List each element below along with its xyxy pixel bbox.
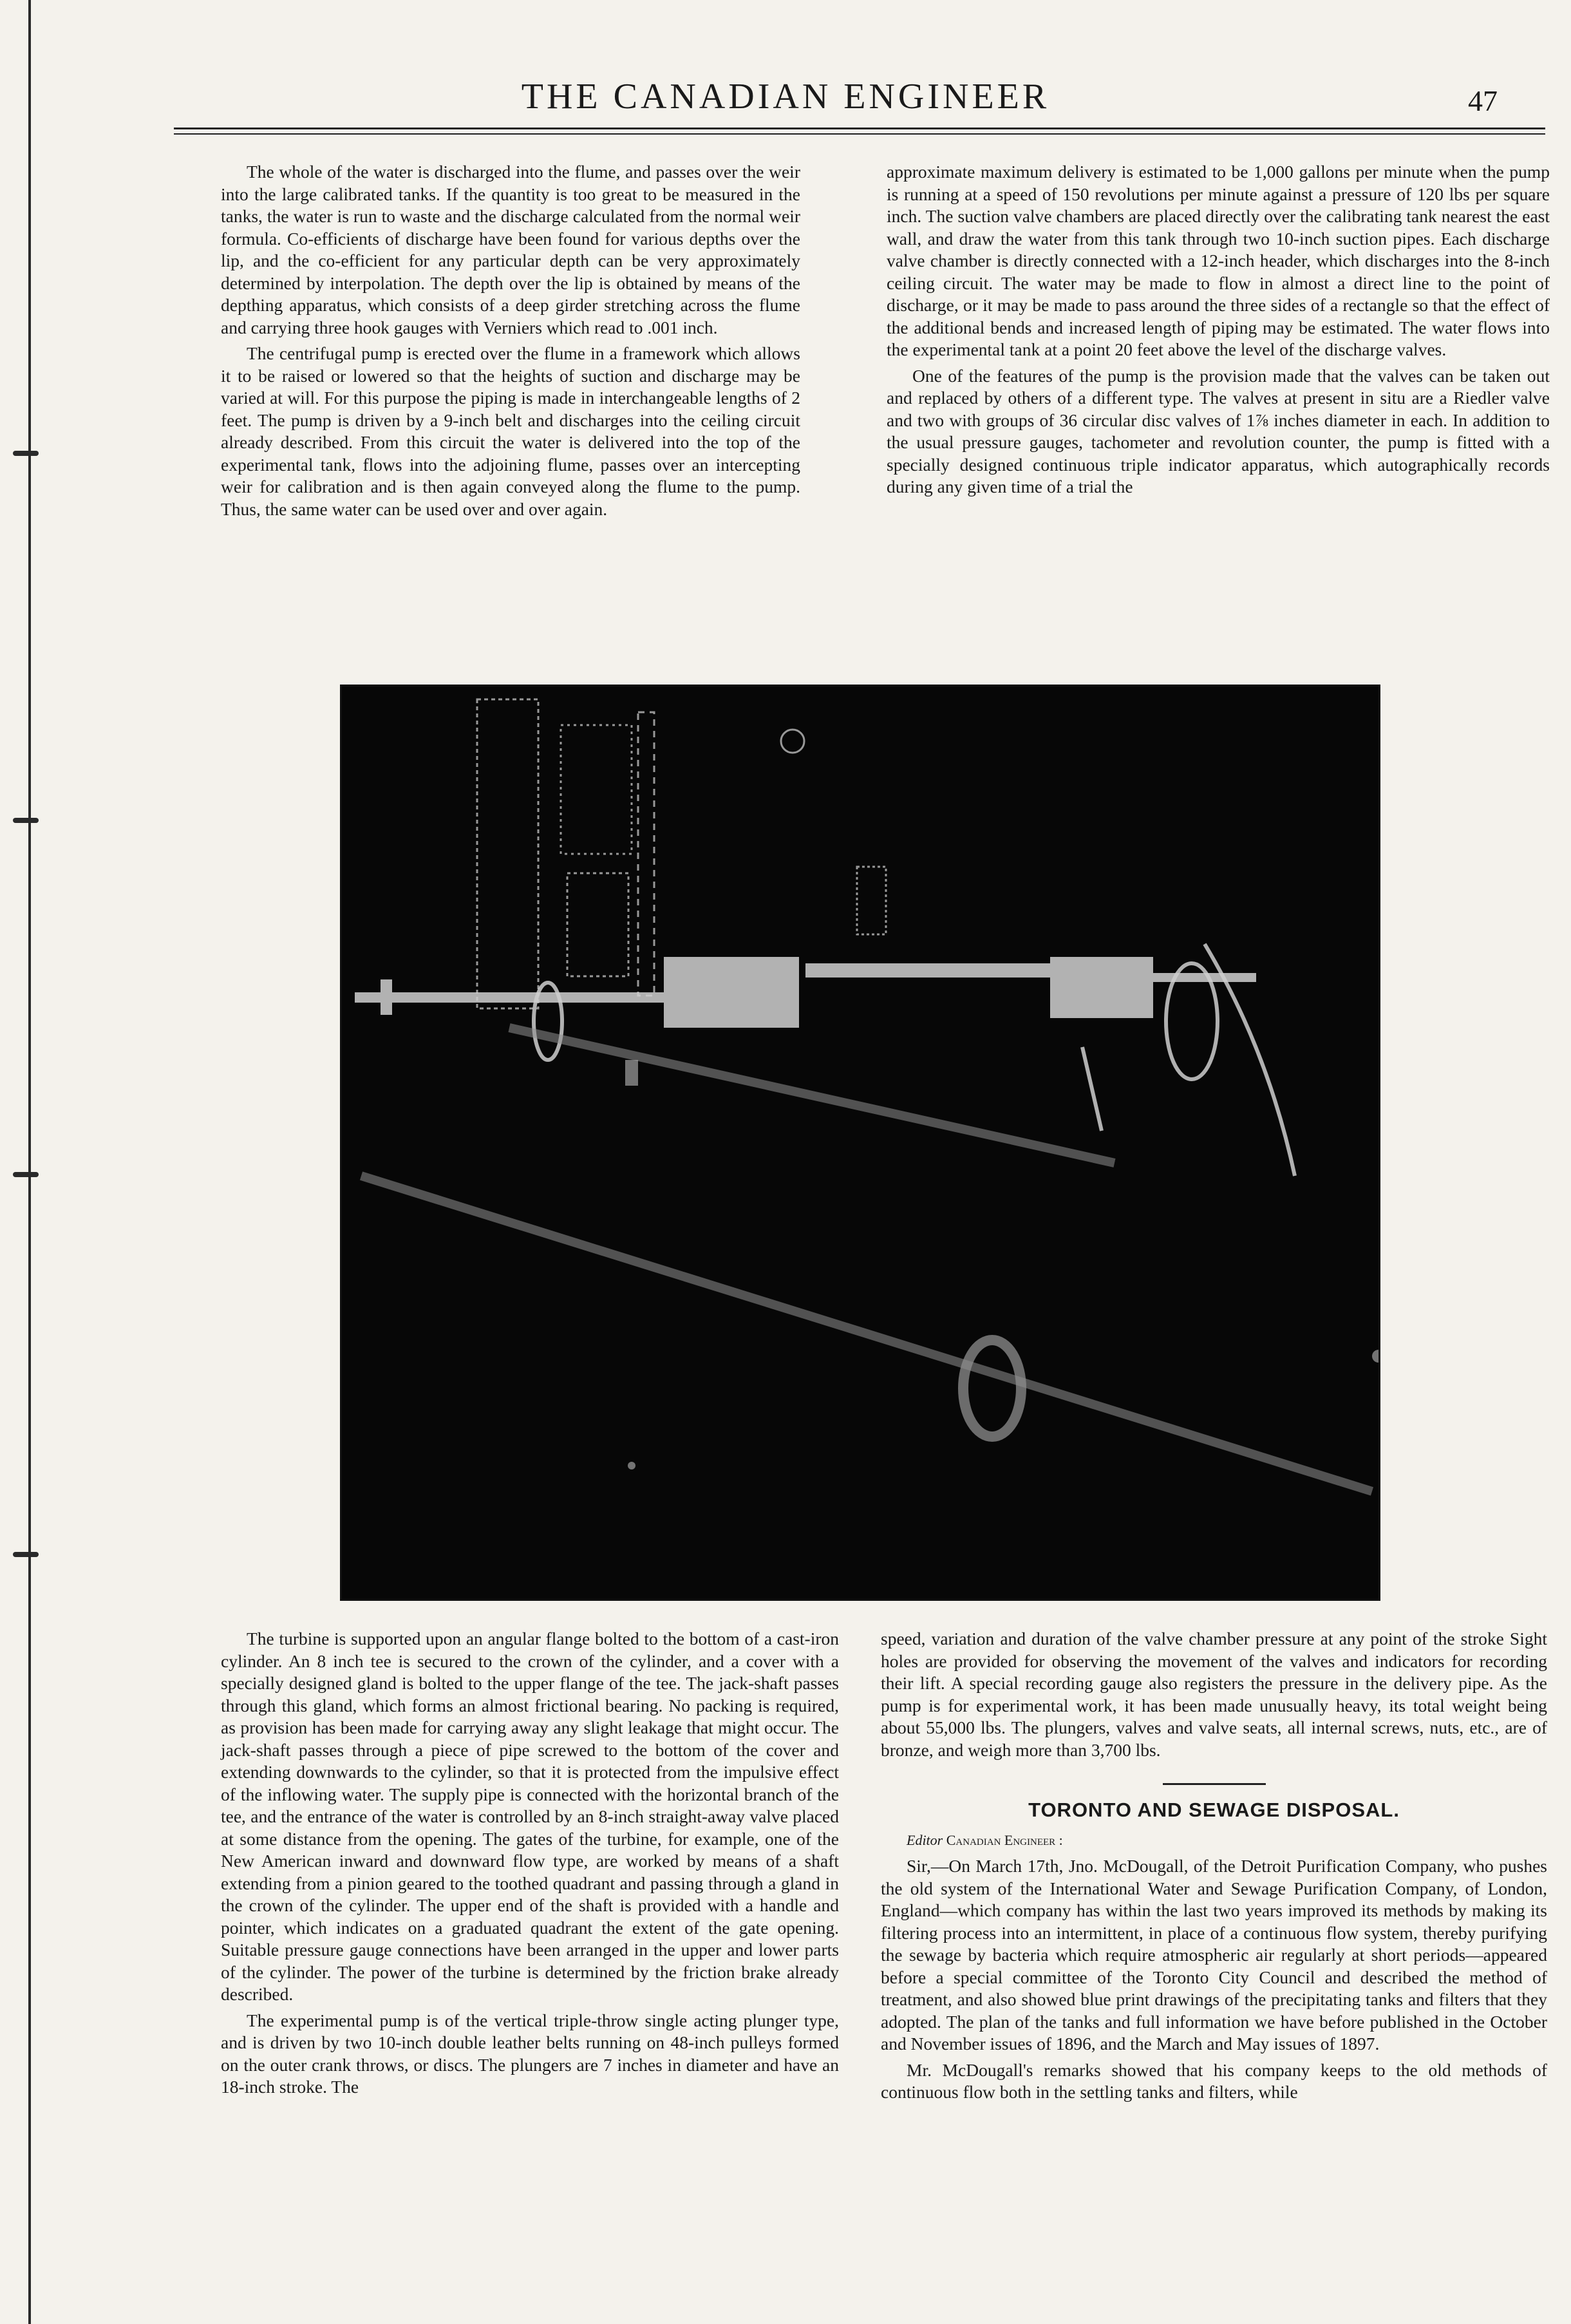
- paragraph: The centrifugal pump is erected over the flume in a framework which allows it to be raised or lowered so that the heights of suction and discharge may be varied at will. For this purpose the piping is made in interchangeable lengths of 2 feet. The pump is driven by a 9-inch belt and discharges into the ceiling circuit already described. From this circuit the water is delivered into the top of the experimental tank, flows into the adjoining flume, passes over an intercepting weir for calibration and is then again conveyed along the flume to the pump. Thus, the same water can be used over and over again.: [221, 343, 800, 519]
- section-heading: TORONTO AND SEWAGE DISPOSAL.: [1028, 1799, 1400, 1821]
- binding-mark: [13, 451, 39, 456]
- page-number: 47: [1468, 84, 1498, 117]
- binding-mark: [13, 1172, 39, 1177]
- column-top-left: [221, 161, 800, 520]
- paragraph: One of the features of the pump is the provision made that the valves can be taken out and replaced by others of a different type. The valves at present in situ are a Riedler valve and two with groups of 36 circular disc valves of 1⅞ inches diameter in each. In addition to the usual pressure gauges, tachometer and revolution counter, the pump is fitted with a specially designed continuous triple indicator apparatus, which autographically records during any given time of a trial the: [887, 365, 1550, 496]
- editor-prefix: Editor: [907, 1831, 943, 1848]
- editor-name: Canadian Engineer :: [946, 1831, 1063, 1848]
- paragraph: Mr. McDougall's remarks showed that his company keeps to the old methods of continuous flow both in the settling tanks and filters, while: [881, 2059, 1547, 2102]
- binding-mark: [13, 818, 39, 823]
- paragraph: The turbine is supported upon an angular flange bolted to the bottom of a cast-iron cylinder. An 8 inch tee is secured to the crown of the cylinder, and a cover with a specially designed gland is bolted to the upper flange of the tee. The jack-shaft passes through this gland, which forms an almost frictional bearing. No packing is required, as provision has been made for carrying away any slight leakage that might occur. The jack-shaft passes through a piece of pipe screwed to the bottom of the cover and extending downwards to the cylinder, so that it is protected from the impulsive effect of the inflowing water. The supply pipe is connected with the horizontal branch of the tee, and the entrance of the water is controlled by an 8-inch straight-away valve placed at some distance from the opening. The gates of the turbine, for example, one of the New American inward and downward flow type, are worked by means of a shaft extending from a pinion geared to the toothed quadrant and passing through a gland in the crown of the cylinder. The upper end of the shaft is provided with a handle and pointer, which indicates on a graduated quadrant the extent of the gate opening. Suitable pressure gauge connections have been arranged in the upper and lower parts of the cylinder. The power of the turbine is determined by the friction brake already described.: [221, 1629, 839, 2004]
- paragraph: The whole of the water is discharged into the flume, and passes over the weir into the large calibrated tanks. If the quantity is too great to be measured in the tanks, the water is run to waste and the discharge calculated from the normal weir formula. Co-efficients of discharge have been found for various depths over the lip, and the co-efficient for any particular depth can be very approximately determined by interpolation. The depth over the lip is obtained by means of the depthing apparatus, which consists of a deep girder stretching across the flume and carrying three hook gauges with Verniers which read to .001 inch.: [221, 162, 800, 337]
- column-bottom-left: [221, 1628, 839, 2099]
- paragraph: speed, variation and duration of the valve chamber pressure at any point of the stroke Sight holes are provided for observing the movement of the valves and indicators for recording their lift. A special recording gauge also registers the pressure in the delivery pipe. As the pump is for experimental work, it has been made unusually heavy, its total weight being about 55,000 lbs. The plungers, valves and valve seats, all internal screws, nuts, etc., are of bronze, and weigh more than 3,700 lbs.: [881, 1629, 1547, 1760]
- section-divider: [1163, 1783, 1266, 1785]
- column-top-right: [887, 161, 1550, 498]
- binding-edge: [28, 0, 31, 2324]
- paragraph: approximate maximum delivery is estimated to be 1,000 gallons per minute when the pump is running at a speed of 150 revolutions per minute against a pressure of 120 lbs per square inch. The suction valve chambers are placed directly over the calibrating tank nearest the east wall, and draw the water from this tank through two 10-inch suction pipes. Each discharge valve chamber is directly connected with a 12-inch header, which discharges into the 8-inch ceiling circuit. The water may be made to flow in almost a direct line to the point of discharge, or it may be made to pass around the three sides of a rectangle so that the effect of the additional bends and increased length of piping may be estimated. The water flows into the experimental tank at a point 20 feet above the level of the discharge valves.: [887, 162, 1550, 359]
- pump-photograph: [340, 685, 1380, 1601]
- paragraph: The experimental pump is of the vertical triple-throw single acting plunger type, and is driven by two 10-inch double leather belts running on 48-inch pulleys formed on the outer crank throws, or discs. The plungers are 7 inches in diameter and have an 18-inch stroke. The: [221, 2010, 839, 2097]
- header-rule: [174, 128, 1545, 129]
- page-title: THE CANADIAN ENGINEER: [521, 77, 1050, 117]
- editor-salutation: [881, 1829, 1547, 1852]
- binding-mark: [13, 1552, 39, 1557]
- paragraph: Sir,—On March 17th, Jno. McDougall, of the Detroit Purification Company, who pushes the old system of the International Water and Sewage Purification Company, of London, England—which company has within the last two years improved its methods by making its filtering process into an intermittent, in place of a continuous flow system, thereby purifying the sewage by bacteria which require atmospheric air regularly at short periods—appeared before a special committee of the Toronto City Council and described the method of treatment, and also showed blue print drawings of the precipitating tanks and filters that they adopted. The plan of the tanks and full information we have before published in the October and November issues of 1896, and the March and May issues of 1897.: [881, 1856, 1547, 2054]
- column-bottom-right: [881, 1628, 1547, 2104]
- header-rule: [174, 133, 1545, 135]
